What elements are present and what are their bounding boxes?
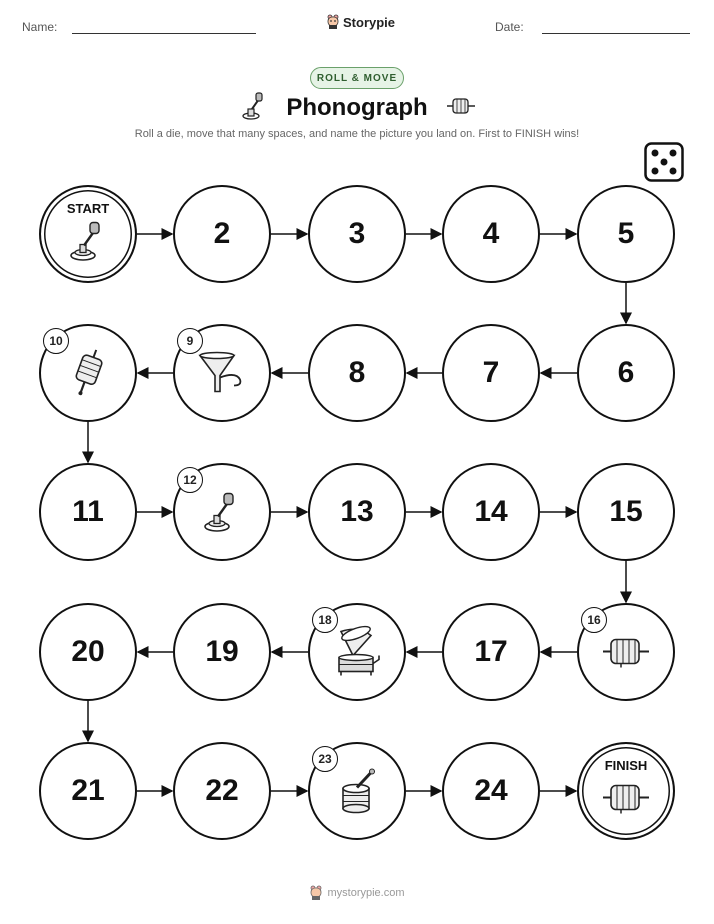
gramophone-icon [331, 625, 383, 682]
storypie-mascot-icon [309, 885, 323, 901]
instructions: Roll a die, move that many spaces, and name the picture you land on. First to FINISH wins! [134, 128, 580, 140]
stylus-spool-icon [70, 346, 106, 403]
space-label: START [66, 201, 110, 216]
space-number: 8 [348, 356, 366, 389]
space-number-badge: 10 [43, 328, 69, 354]
board-space-14 [442, 463, 540, 561]
phonograph-cylinder-icon [601, 780, 651, 821]
funnel-horn-icon [196, 349, 248, 400]
space-number: 19 [205, 635, 239, 668]
space-number: 2 [213, 217, 231, 250]
space-number: 15 [609, 495, 643, 528]
space-number: 22 [205, 774, 239, 807]
footer-url: mystorypie.com [327, 887, 405, 899]
space-number: 13 [340, 495, 374, 528]
board-space-24 [442, 742, 540, 840]
space-number: 7 [482, 356, 500, 389]
board-space-15 [577, 463, 675, 561]
space-number: 4 [482, 217, 500, 250]
space-number: 6 [617, 356, 635, 389]
space-number: 20 [71, 635, 105, 668]
board-space-23 [308, 742, 406, 840]
board-space-5 [577, 185, 675, 283]
space-number: 24 [474, 774, 508, 807]
space-number: 11 [72, 495, 104, 528]
space-number: 17 [474, 635, 508, 668]
board-space-8 [308, 324, 406, 422]
space-number-badge: 12 [177, 467, 203, 493]
space-number-badge: 16 [581, 607, 607, 633]
board-space-10 [39, 324, 137, 422]
space-number: 14 [474, 495, 508, 528]
footer [0, 885, 714, 901]
board-space-2 [173, 185, 271, 283]
brand-name: Storypie [343, 14, 396, 30]
board-space-21 [39, 742, 137, 840]
space-number-badge: 18 [312, 607, 338, 633]
board-space-13 [308, 463, 406, 561]
board-space-11 [39, 463, 137, 561]
board-space-19 [173, 603, 271, 701]
finish-space [577, 742, 675, 840]
date-label: Date: [495, 20, 524, 34]
board-space-20 [39, 603, 137, 701]
board-space-7 [442, 324, 540, 422]
phonograph-cylinder-icon [601, 633, 651, 674]
board-space-9 [173, 324, 271, 422]
phonograph-crank-icon [68, 219, 108, 268]
name-label: Name: [22, 20, 58, 34]
board-space-4 [442, 185, 540, 283]
space-label: FINISH [604, 758, 648, 773]
board-space-18 [308, 603, 406, 701]
board-space-22 [173, 742, 271, 840]
board-space-16 [577, 603, 675, 701]
board-space-12 [173, 463, 271, 561]
phonograph-crank-icon [202, 489, 242, 538]
roll-and-move-badge: ROLL & MOVE [310, 67, 404, 89]
board-space-6 [577, 324, 675, 422]
space-number-badge: 9 [177, 328, 203, 354]
board-space-17 [442, 603, 540, 701]
space-number: 5 [617, 217, 635, 250]
board-space-3 [308, 185, 406, 283]
space-number: 3 [348, 217, 366, 250]
page-title: Phonograph [286, 94, 428, 121]
wax-cylinder-icon [335, 766, 379, 819]
space-number: 21 [71, 774, 105, 807]
space-number-badge: 23 [312, 746, 338, 772]
start-space [39, 185, 137, 283]
